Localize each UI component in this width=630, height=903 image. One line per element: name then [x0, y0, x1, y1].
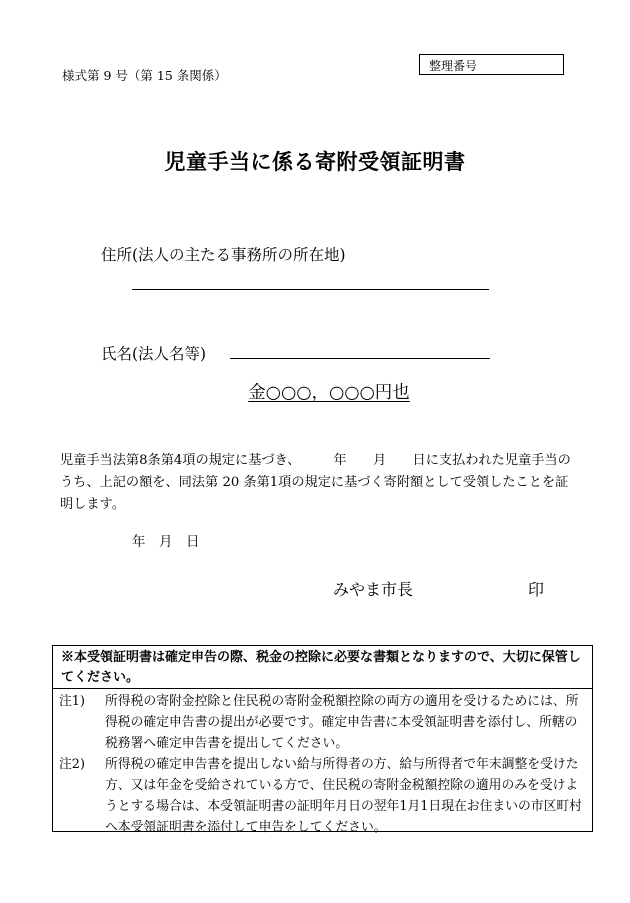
notice-heading: ※本受領証明書は確定申告の際、税金の控除に必要な書類となりますので、大切に保管してください。	[53, 646, 592, 689]
name-underline	[230, 358, 490, 359]
form-number: 様式第 9 号（第 15 条関係）	[62, 68, 227, 83]
certification-body: 児童手当法第8条第4項の規定に基づき、 年 月 日に支払われた児童手当のうち、上記の額を、同法第 20 条第1項の規定に基づく寄附額として受領したことを証明します。	[60, 453, 571, 512]
document-title: 児童手当に係る寄附受領証明書	[164, 149, 466, 174]
reference-number-label: 整理番号	[429, 59, 478, 73]
note-text: 所得税の確定申告書を提出しない給与所得者の方、給与所得者で年末調整を受けた方、又は年金を受給されている方で、住民税の寄附金税額控除の適用のみを受けようとする場合は、本受領証明書の証明年月日の翌年1月1日現在お住まいの市区町村へ本受領証明書を添付して申告をしてください。	[105, 757, 582, 835]
note-item	[59, 754, 589, 838]
issue-date: 年 月 日	[132, 534, 200, 550]
notice-box	[52, 645, 593, 835]
amount-line	[0, 379, 630, 404]
note-tag: 注2)	[59, 757, 85, 772]
issuer-name: みやま市長	[333, 580, 414, 599]
note-text: 所得税の寄附金控除と住民税の寄附金税額控除の両方の適用を受けるためには、所得税の確定申告書の提出が必要です。確定申告書に本受領証明書を添付し、所轄の税務署へ確定申告書を提出してください。	[105, 694, 579, 751]
seal-mark: 印	[528, 580, 545, 599]
name-label: 氏名(法人名等)	[101, 345, 207, 363]
address-underline	[132, 289, 489, 290]
address-label: 住所(法人の主たる事務所の所在地)	[101, 246, 346, 264]
certification-text	[60, 450, 580, 516]
amount-text: 金○○○，○○○円也	[248, 383, 410, 403]
reference-number-box	[419, 54, 564, 75]
note-item	[59, 691, 589, 754]
note-tag: 注1)	[59, 694, 85, 709]
